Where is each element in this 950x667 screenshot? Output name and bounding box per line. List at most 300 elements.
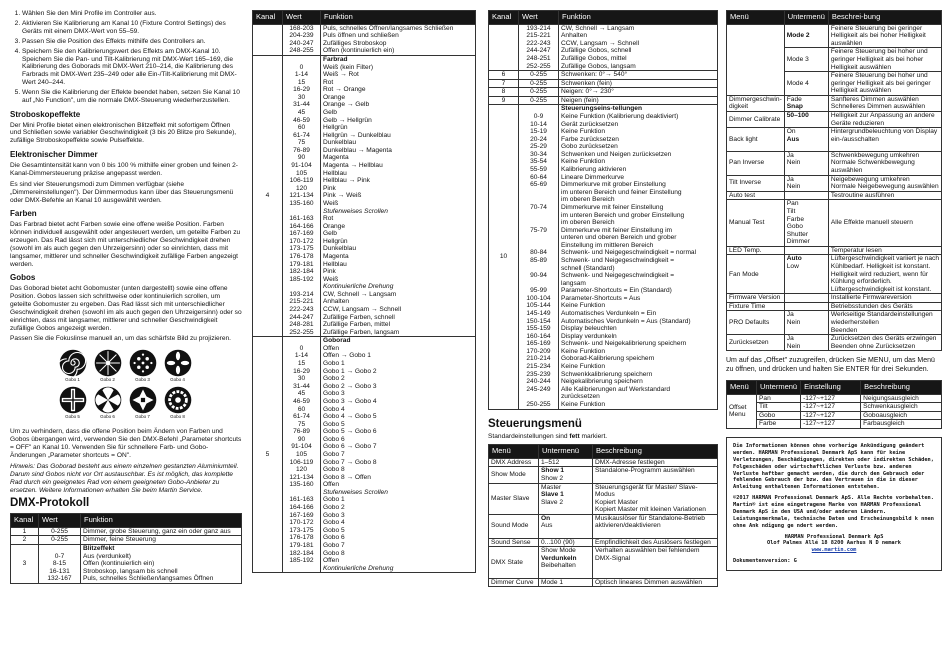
cell-line: im unteren Bereich und feiner Einstellung: [561, 188, 682, 196]
cell-line: Low: [786, 262, 799, 270]
cell-line: 176-178: [289, 252, 314, 260]
calibration-step: 3. Passen Sie die Position des Effekts mithilfe des Controllers an.: [22, 38, 242, 46]
cell-line: 70-74: [530, 203, 547, 211]
cell-line: 8-15: [52, 560, 67, 568]
cell-line: 31-44: [293, 382, 310, 390]
cell-line: Temperatur lesen: [830, 246, 882, 254]
cell-line: 61-74: [293, 413, 310, 421]
table-row: [11, 536, 242, 545]
cell-line: Offen: [323, 481, 340, 489]
cell-line: 168-203: [289, 24, 314, 32]
cell-line: Fade: [786, 95, 802, 103]
calibration-step: 5. Wenn Sie die Kalibrierung der Effekte beendet haben, setzen Sie Kanal 10 auf „No Function", um die normale DMX-Steuerung wiederherzustellen.: [22, 89, 242, 105]
table-row: [253, 55, 476, 336]
function-cell: [559, 24, 718, 70]
cell-line: Zufällige Gobos, mittel: [561, 54, 627, 62]
cell-line: Ja: [786, 151, 794, 159]
cell-line: 15-19: [530, 128, 547, 136]
menu-cell: Zurücksetzen: [727, 335, 785, 351]
cell-line: 135-160: [289, 199, 314, 207]
control-menu-table-cont: [726, 10, 942, 351]
channel-cell: 9: [489, 96, 519, 105]
col-header-description: Beschrei-bung: [828, 11, 941, 25]
description-cell: Feinere Steuerung bei geringer Helligkeit als bei hoher Helligkeit auswählen: [828, 24, 941, 48]
column-1: [10, 10, 242, 660]
cell-line: [595, 475, 715, 483]
cell-line: [521, 196, 556, 204]
description-cell: [593, 458, 718, 467]
submenu-cell: Farbe: [757, 420, 801, 429]
value-cell: 0-255: [519, 96, 559, 105]
table-row: [727, 403, 942, 412]
menu-cell: Master Slave: [489, 483, 539, 514]
submenu-cell: [784, 246, 828, 255]
cell-line: Pan: [786, 200, 799, 208]
cell-line: [285, 56, 318, 64]
cell-line: 248-251: [526, 54, 551, 62]
cell-line: Standalone-Programm auswählen: [595, 467, 695, 475]
cell-line: Parameter-Shortcuts = Aus: [561, 294, 641, 302]
table-row: [727, 95, 942, 111]
col-header-funktion: Funktion: [559, 11, 718, 25]
gobo-label: Gobo 1: [65, 377, 80, 383]
channel-cell: 7: [489, 79, 519, 88]
cell-line: 0-255: [51, 536, 68, 544]
description-cell: [593, 578, 718, 587]
cell-line: 235-239: [526, 370, 551, 378]
cell-line: Gobo 8 → Offen: [323, 473, 371, 481]
cell-line: 167-169: [289, 511, 314, 519]
cell-line: Gobo 7: [323, 541, 345, 549]
cell-line: [285, 489, 318, 497]
cell-line: 60: [297, 124, 306, 132]
cell-line: Schwenk- und Neigegeschwindigkeit = normal: [561, 249, 697, 257]
cell-line: 164-166: [289, 222, 314, 230]
cell-line: 179-181: [289, 260, 314, 268]
channel-cell: [253, 24, 283, 55]
description-cell: [828, 294, 941, 303]
table-row: [727, 24, 942, 48]
cell-line: Show 2: [541, 475, 563, 483]
function-cell: Neigen: 0°→ 230°: [559, 88, 718, 97]
copyright-text: ©2017 HARMAN Professional Denmark ApS. Alle Rechte vorbehalten. Martin® ist eine eingetragene Marke von HARMAN Professional Denmark ApS in den USA und/oder anderen Ländern. Leistungsmerkmale, technische Daten und Erscheinungsbild k nnen ohne Ank ndigung ge ndert werden.: [733, 495, 934, 529]
gobo-label: Gobo 2: [100, 377, 115, 383]
cell-line: 215-221: [289, 298, 314, 306]
gobo-2-rays-icon: [94, 349, 122, 377]
submenu-cell: [539, 547, 593, 578]
setting-cell: -127~+127: [801, 420, 861, 429]
cell-line: 160-164: [526, 332, 551, 340]
cell-line: Werkseitige Standardeinstellungen wiederherstellen: [830, 311, 933, 327]
cell-line: Schwenk- und Neigegeschwindigkeit =: [561, 256, 675, 264]
cell-line: Slave 2: [541, 498, 563, 506]
cell-line: On: [541, 514, 551, 522]
cell-line: Optisch lineares Dimmen auswählen: [595, 578, 703, 586]
cell-line: 30: [297, 375, 306, 383]
submenu-cell: Pan: [757, 394, 801, 403]
cell-line: Gobo 7: [323, 451, 345, 458]
cell-line: Keine Funktion: [561, 302, 605, 310]
cell-line: 215-234: [526, 363, 551, 371]
cell-line: 50–100: [786, 111, 809, 119]
menu-cell: [727, 24, 785, 95]
submenu-cell: [784, 151, 828, 175]
cell-line: 90: [297, 154, 306, 162]
cell-line: Beenden ohne Zurücksetzen: [830, 342, 916, 350]
function-cell: Schwenken: 0°→ 540°: [559, 71, 718, 80]
cell-line: Gerät zurücksetzen: [561, 120, 619, 128]
cell-line: 15: [297, 360, 306, 368]
col-header-description: Beschreibung: [593, 445, 718, 459]
cell-line: Schwenkbewegung umkehren: [830, 151, 920, 159]
dimmer-text-2: Es sind vier Steuerungsmodi zum Dimmen verfügbar (siehe „Dimmereinstellungen"). Der Dimmermodus kann über das Steuerungsmenü oder DMX-Befehle an Kanal 10 ausgewählt werden.: [10, 180, 234, 204]
submenu-cell: Gobo: [757, 411, 801, 420]
cell-line: Hellblau: [323, 169, 347, 177]
description-cell: [828, 311, 941, 335]
table-row: [489, 96, 718, 105]
cell-line: Zufällige Farben, langsam: [323, 328, 400, 336]
cell-line: 167-169: [289, 230, 314, 238]
submenu-cell: [784, 128, 828, 152]
function-cell: [321, 24, 476, 55]
cell-line: Rot → Orange: [323, 86, 366, 94]
gobo-5-cross-icon: [59, 386, 87, 414]
table-row: [727, 191, 942, 200]
cell-line: 10-14: [530, 120, 547, 128]
value-cell: [283, 337, 321, 573]
submenu-cell: Tilt: [757, 403, 801, 412]
cell-line: Hellblau: [323, 260, 347, 268]
cell-line: Helligkeit zur Anpassung an andere Geräte reduzieren: [830, 111, 935, 127]
cell-line: [521, 280, 556, 288]
menu-cell: Dimmergeschwin-digkeit: [727, 95, 785, 111]
cell-line: Dimmerkurve mit feiner Einstellung: [561, 203, 664, 211]
gobo-4: [160, 349, 195, 382]
cell-line: Snap: [786, 103, 803, 111]
company-address: Olof Palmes Allé 18 8200 Aarhus N D nemark: [767, 540, 901, 547]
value-cell: [519, 24, 559, 70]
table-row: [489, 483, 718, 514]
colors-text: Das Farbrad bietet acht Farben sowie eine offene weiße Position. Farben können individuell ausgewählt oder angesteuert werden, um geteilte Farben zu erzeugen. Das Rad lässt sich mit unterschiedlicher Geschwindigkeit drehen (sowohl im als auch gegen den Uhrzeigersinn) oder so einrichten, dass mit langsamer, mittlerer und schneller Geschwindigkeit zufällige Farben angezeigt werden.: [10, 221, 241, 268]
description-cell: [828, 111, 941, 127]
cell-line: zurücksetzen: [561, 393, 600, 401]
cell-line: Gobo 4: [323, 519, 345, 527]
cell-line: 145-149: [526, 310, 551, 318]
cell-line: 155-159: [526, 325, 551, 333]
cell-line: Normale Schwenkbewegung auswählen: [830, 159, 915, 175]
description-cell: [828, 335, 941, 351]
cell-line: [521, 393, 556, 401]
cell-line: [595, 570, 715, 578]
strobe-text: Der Mini Profile bietet einen elektronischen Blitzeffekt mit sofortigem Öffnen und Schließen sowie variabler Geschwindigkeit (3 bis 20 Blitze pro Sekunde), zufällige Stroboskopeffekte sowie Pulseffekte.: [10, 121, 237, 145]
cell-line: Gobo 1: [323, 496, 345, 504]
cell-line: [595, 562, 715, 570]
description-cell: Feinere Steuerung bei hoher und geringer Helligkeit als bei geringer Helligkeit auswählen: [828, 72, 941, 96]
cell-line: Gobo 6: [323, 435, 345, 443]
cell-line: [787, 192, 826, 200]
description-cell: [593, 514, 718, 538]
cell-line: Schnelleres Dimmen auswählen: [830, 103, 926, 111]
gobo-3: [125, 349, 160, 382]
cell-line: 106-119: [289, 177, 314, 185]
menu-cell: LED Temp.: [727, 246, 785, 255]
cell-line: 173-175: [289, 526, 314, 534]
cell-line: Slave 1: [541, 491, 564, 499]
gobo-2: [90, 349, 125, 382]
cell-line: 185-192: [289, 275, 314, 283]
table-row: [489, 458, 718, 467]
cell-line: Farbrad: [323, 55, 348, 63]
setting-cell: -127~+127: [801, 411, 861, 420]
cell-line: Gobo 6 → Gobo 7: [323, 443, 377, 451]
dmx-table-1: [10, 513, 242, 584]
cell-line: Gobo 1 → Gobo 2: [323, 367, 377, 375]
channel-cell: 4: [253, 55, 283, 336]
cell-line: 204-239: [289, 32, 314, 40]
cell-line: 176-178: [289, 534, 314, 542]
cell-line: Gobo 7 → Gobo 8: [323, 458, 377, 466]
cell-line: 165-169: [526, 340, 551, 348]
table-row: [727, 151, 942, 175]
table-row: [727, 311, 942, 335]
cell-line: Gobo 4 → Gobo 5: [323, 413, 377, 421]
offset-table: [726, 380, 942, 429]
cell-line: 16-29: [293, 367, 310, 375]
cell-line: 31-44: [293, 101, 310, 109]
cell-line: Kopiert Master mit kleinen Variationen: [595, 506, 706, 514]
description-cell: [593, 483, 718, 514]
menu-cell: Manual Test: [727, 200, 785, 246]
cell-line: Hellgrün: [323, 237, 348, 245]
cell-line: 240-247: [289, 39, 314, 47]
cell-line: 150-154: [526, 317, 551, 325]
col-header-menu: Menü: [727, 381, 757, 395]
cell-line: 91-104: [291, 443, 312, 451]
gobo-label: Gobo 5: [65, 413, 80, 419]
cell-line: unteren und oberen Bereich und grober: [561, 234, 677, 242]
cell-line: 1-14: [294, 352, 309, 360]
cell-line: 179-181: [289, 541, 314, 549]
cell-line: [831, 143, 939, 151]
cell-line: 75-79: [530, 226, 547, 234]
submenu-cell: [784, 200, 828, 246]
cell-line: [521, 219, 556, 227]
col-header-wert: Wert: [519, 11, 559, 25]
cell-line: 193-214: [289, 290, 314, 298]
cell-line: Neigebewegung umkehren: [830, 175, 910, 183]
cell-line: 90-94: [530, 272, 547, 280]
cell-line: Einstellung im mittleren Bereich: [561, 241, 654, 249]
calibration-step: 1. Wählen Sie den Mini Profile im Controller aus.: [22, 10, 242, 18]
col-header-wert: Wert: [283, 11, 321, 25]
cell-line: 132-167: [47, 575, 72, 583]
cell-line: 105: [295, 451, 307, 458]
cell-line: Helligkeit wird reduziert, wenn für Kühlung erforderlich. Lüftergeschwindigkeit ist konstant.: [830, 270, 932, 293]
table-row: [727, 394, 942, 403]
cell-line: 1-14: [294, 71, 309, 79]
cell-line: Kalibrierung aktivieren: [561, 166, 627, 174]
cell-line: 15: [297, 78, 306, 86]
menu-cell: Tilt Inverse: [727, 175, 785, 191]
gobo-3-dots-icon: [129, 349, 157, 377]
channel-cell: 10: [489, 105, 519, 409]
cell-line: 20-24: [530, 135, 547, 143]
colors-heading: Farben: [10, 209, 37, 219]
description-cell: [828, 151, 941, 175]
cell-line: 90: [297, 435, 306, 443]
cell-line: Zufällige Farben, schnell: [323, 313, 395, 321]
cell-line: Puls, schnelles Schließen/langsames Öffnen: [83, 575, 214, 583]
col-header-submenu: Untermenü: [757, 381, 801, 395]
submenu-cell: [784, 255, 828, 294]
table-row: [489, 547, 718, 578]
cell-line: [285, 337, 318, 345]
cell-line: 16-131: [49, 567, 70, 575]
cell-line: 193-214: [526, 24, 551, 32]
submenu-cell: [539, 578, 593, 587]
cell-line: Kopiert Master: [595, 498, 638, 506]
gobo-6-petals-icon: [94, 386, 122, 414]
cell-line: [787, 247, 826, 255]
gobo-note: Hinweis: Das Goborad besteht aus einem einzelnen gestanzten Aluminiumteil. Darum sind Gobos nicht vor Ort austauschbar. Es ist möglich, das komplette Rad durch ein geeignetes Rad von einem geeigneten Gobo-Anbieter zu ersetzen. Weitere Informationen erhalten Sie beim Martin Service.: [10, 462, 239, 494]
cell-line: Keine Funktion (Kalibrierung deaktiviert): [561, 112, 679, 120]
dmx-table-2: [252, 10, 476, 573]
cell-line: 55-59: [530, 166, 547, 174]
cell-line: Keine Funktion: [561, 363, 605, 371]
cell-line: 46-59: [293, 116, 310, 124]
cell-line: 30: [297, 93, 306, 101]
cell-line: 0-7: [54, 552, 65, 560]
cell-line: Keine Funktion: [561, 400, 605, 408]
table-row: [489, 578, 718, 587]
cell-line: 75: [297, 420, 306, 428]
col-header-setting: Einstellung: [801, 381, 861, 395]
cell-line: Aus: [786, 135, 800, 143]
submenu-cell: [784, 335, 828, 351]
table-row: [11, 527, 242, 536]
cell-line: Gobo 2 → Gobo 3: [323, 382, 377, 390]
cell-line: Pink: [323, 184, 336, 192]
cell-line: Alle Kalibrierungen auf Werkstandard: [561, 385, 671, 393]
company-name: HARMAN Professional Denmark ApS: [784, 533, 884, 540]
cell-line: Rot: [323, 215, 334, 223]
cell-line: Aus (verdunkelt): [83, 552, 132, 560]
table-row: [727, 335, 942, 351]
description-cell: Feinere Steuerung bei hoher und geringer Helligkeit als bei hoher Helligkeit auswählen: [828, 48, 941, 72]
cell-line: Normale Neigebewegung auswählen: [830, 183, 939, 191]
cell-line: 95-99: [530, 287, 547, 295]
gobo-1-spiral-icon: [59, 349, 87, 377]
cell-line: Auto: [786, 255, 802, 263]
cell-line: Verhalten auswählen bei fehlendem DMX-Signal: [595, 547, 700, 562]
dimmer-text-1: Die Gesamtintensität kann von 0 bis 100 % mithilfe einer groben und feinen 2-Kanal-Dimmersteuerung präzise angepasst werden.: [10, 161, 238, 177]
description-cell: [593, 547, 718, 578]
channel-cell: 3: [11, 544, 39, 583]
cell-line: Verdunkeln: [541, 554, 577, 562]
cell-line: Zurücksetzen des Geräts erzwingen: [830, 335, 937, 343]
cell-line: Nein: [786, 342, 801, 350]
value-cell: [39, 536, 81, 545]
cell-line: Offen (kontinuierlich ein): [323, 47, 395, 55]
cell-line: [787, 294, 826, 302]
cell-line: Orange: [323, 93, 345, 101]
cell-line: Gelb → Hellgrün: [323, 116, 372, 124]
cell-line: Gobo zurücksetzen: [561, 143, 618, 151]
cell-line: Installierte Firmwareversion: [830, 294, 912, 302]
table-row: [727, 128, 942, 152]
value-cell: [39, 527, 81, 536]
cell-line: Dunkelblau: [323, 139, 356, 147]
cell-line: Gobo 3: [323, 511, 345, 519]
submenu-cell: [539, 538, 593, 547]
function-cell: [81, 536, 242, 545]
cell-line: 252-255: [526, 62, 551, 70]
cell-line: [521, 212, 556, 220]
cell-line: Gobo 8: [323, 549, 345, 557]
channel-cell: 2: [11, 536, 39, 545]
cell-line: Gobo 8: [323, 466, 345, 474]
function-cell: [81, 544, 242, 583]
cell-line: 105-144: [526, 302, 551, 310]
table-row: [727, 175, 942, 191]
cell-line: im unteren Bereich und grober Einstellung: [561, 211, 685, 219]
cell-line: 222-243: [526, 39, 551, 47]
cell-line: Puls, schnelles Öffnen/langsames Schließen: [323, 24, 454, 32]
description-cell: [828, 128, 941, 152]
description-cell: [593, 538, 718, 547]
website-link[interactable]: www.martin.com: [811, 547, 857, 554]
cell-line: 45: [297, 390, 306, 398]
cell-line: Offen → Gobo 1: [323, 352, 371, 360]
col-header-menu: Menü: [727, 11, 785, 25]
gobo-label: Gobo 3: [135, 377, 150, 383]
calibration-steps: [22, 10, 242, 105]
cell-line: Gobo 5: [323, 420, 345, 428]
cell-line: 161-163: [289, 496, 314, 504]
gobo-7-triangles-icon: [129, 386, 157, 414]
dmx-protocol-heading: DMX-Protokoll: [10, 497, 90, 510]
cell-line: 182-184: [289, 549, 314, 557]
cell-line: Stroboskop, langsam bis schnell: [83, 567, 178, 575]
cell-line: Dimmerkurve mit feiner Einstellung im: [561, 226, 673, 234]
cell-line: Hellblau → Pink: [323, 177, 370, 185]
cell-line: 0: [299, 344, 304, 352]
description-cell: [593, 467, 718, 483]
cell-line: Nein: [786, 319, 801, 327]
cell-line: 60: [297, 405, 306, 413]
table-row: [727, 420, 942, 429]
col-header-kanal: Kanal: [253, 11, 283, 25]
cell-line: 91-104: [291, 162, 312, 170]
cell-line: Betriebsstunden des Geräts: [830, 302, 913, 310]
cell-line: 252-255: [289, 328, 314, 336]
cell-line: [285, 565, 318, 573]
submenu-cell: [784, 175, 828, 191]
cell-line: Display beleuchten: [561, 325, 617, 333]
submenu-cell: Mode 4: [784, 72, 828, 96]
description-cell: [828, 95, 941, 111]
cell-line: 65-69: [530, 181, 547, 189]
cell-line: Gobo 2: [323, 504, 345, 512]
col-header-kanal: Kanal: [11, 514, 39, 528]
cell-line: Goborad: [323, 337, 351, 345]
table-row: [253, 337, 476, 573]
column-4: [726, 10, 942, 660]
menu-cell: Sound Sense: [489, 538, 539, 547]
gobo-1: [55, 349, 90, 382]
submenu-cell: [784, 191, 828, 200]
cell-line: 76-89: [293, 146, 310, 154]
